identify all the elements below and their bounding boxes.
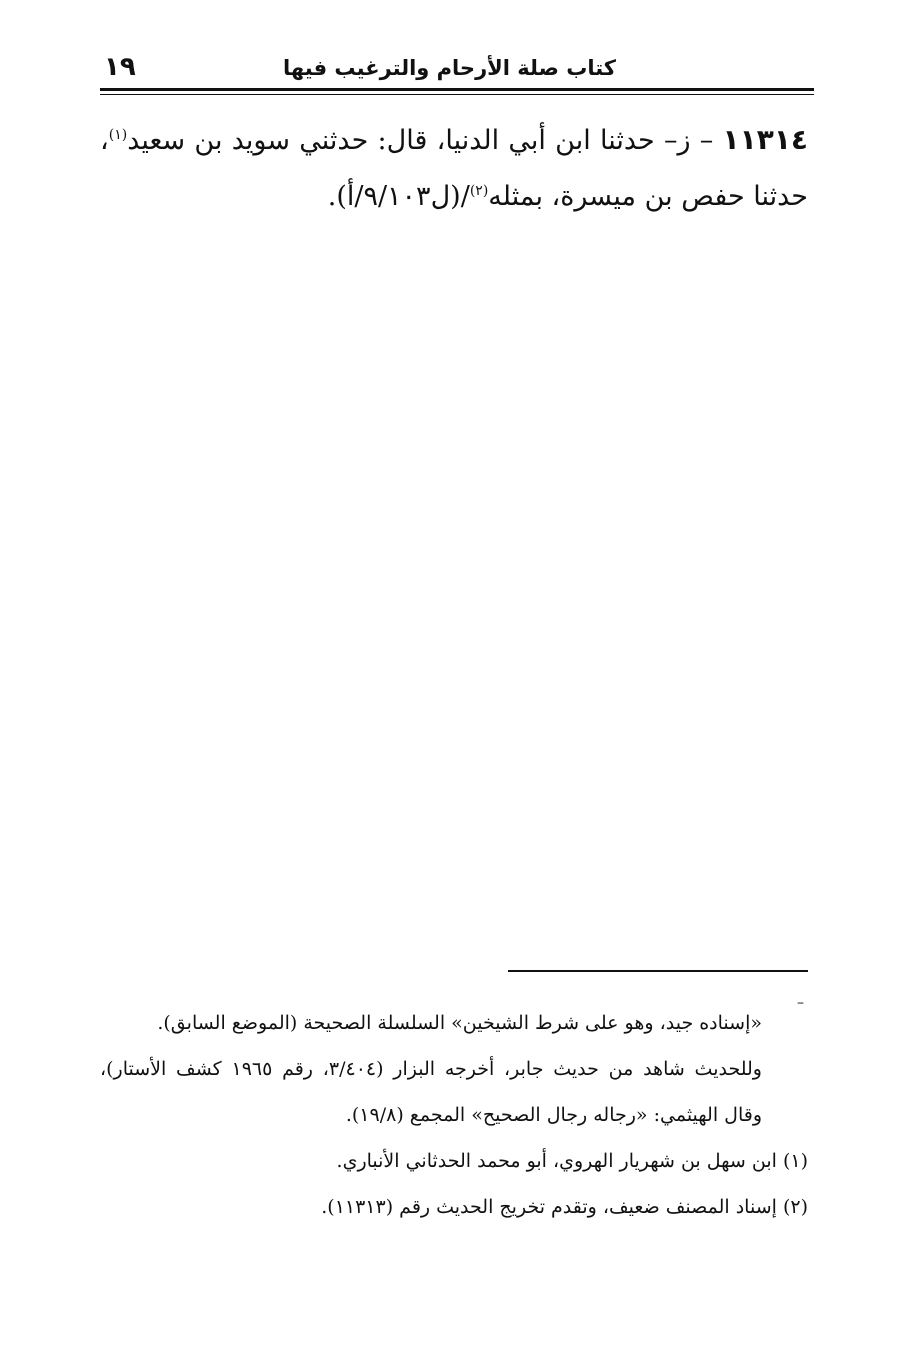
footnote-carry-line-2: وللحديث شاهد من حديث جابر، أخرجه البزار (٣/٤٠٤، رقم ١٩٦٥ كشف الأستار)، وقال الهيثمي: «رجاله رجال الصحيح» المجمع (١٩/٨). — [100, 1058, 762, 1126]
footnote-ref-2[interactable]: (٢) — [469, 183, 489, 199]
hadith-text — [100, 112, 808, 225]
footnote-dash: – — [797, 995, 804, 1011]
footnote-1: (١) ابن سهل بن شهريار الهروي، أبو محمد الحدثاني الأنباري. — [336, 1150, 808, 1172]
manuscript-reference: /(ل٩/١٠٣/أ). — [327, 181, 470, 212]
footnote-2: (٢) إسناد المصنف ضعيف، وتقدم تخريج الحديث رقم (١١٣١٣). — [321, 1196, 808, 1218]
hadith-text-part1: – ز– حدثنا ابن أبي الدنيا، قال: حدثني سويد بن سعيد — [127, 125, 723, 156]
hadith-number: ١١٣١٤ — [722, 123, 808, 156]
hadith-text-part2: ، حدثنا حفص بن ميسرة، بمثله — [100, 125, 808, 212]
book-title: كتاب صلة الأرحام والترغيب فيها — [283, 56, 616, 80]
header-rule-thick — [100, 88, 814, 91]
running-header — [100, 52, 814, 92]
footnote-separator — [508, 970, 808, 972]
footnote-ref-1[interactable]: (١) — [108, 127, 128, 143]
header-rule-thin — [100, 94, 814, 95]
footnote-carry-line-1: «إسناده جيد، وهو على شرط الشيخين» السلسلة الصحيحة (الموضع السابق). — [157, 1012, 762, 1034]
footnotes — [100, 1000, 808, 1230]
page-number: ١٩ — [104, 52, 136, 82]
